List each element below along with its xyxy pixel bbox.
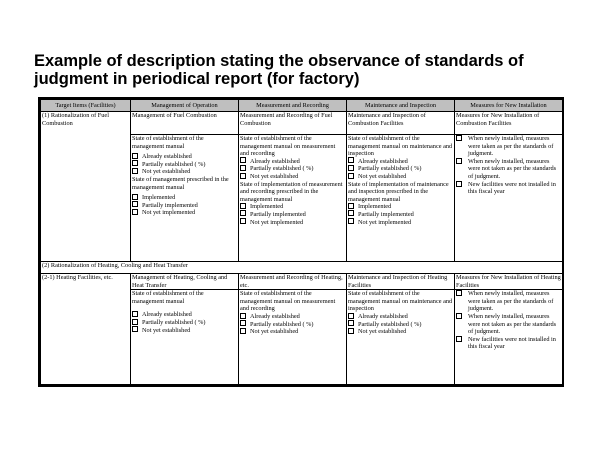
table-row — [41, 112, 563, 135]
checkbox[interactable] — [240, 173, 246, 179]
option-row[interactable]: Not yet established — [132, 168, 237, 176]
checkbox[interactable] — [240, 313, 246, 319]
checkbox[interactable] — [132, 311, 138, 317]
option-row[interactable]: Not yet established — [240, 328, 345, 336]
checkbox[interactable] — [456, 158, 462, 164]
checkbox[interactable] — [456, 313, 462, 319]
option-row[interactable]: Partially established ( %) — [132, 161, 237, 169]
section-title: State of establishment of the management manual — [132, 135, 204, 150]
section-title: State of implementation of maintenance and inspection prescribed in the management manual — [348, 180, 449, 203]
checkbox[interactable] — [240, 203, 246, 209]
report-table — [38, 97, 564, 387]
option-row[interactable]: When newly installed, measures were taken as per the standards of judgment. — [456, 290, 561, 313]
option-row[interactable]: Not yet implemented — [348, 219, 453, 227]
option-row[interactable]: Already established — [348, 313, 453, 321]
target-fuel-combustion: (1) Rationalization of Fuel Combustion — [41, 112, 131, 262]
option-row[interactable]: When newly installed, measures were not taken as per the standards of judgment. — [456, 313, 561, 336]
checkbox[interactable] — [348, 313, 354, 319]
option-row[interactable]: Partially established ( %) — [348, 321, 453, 329]
checkbox[interactable] — [348, 157, 354, 163]
checkbox[interactable] — [132, 194, 138, 200]
checkbox[interactable] — [240, 210, 246, 216]
section-title: State of establishment of the management manual on maintenance and inspection — [348, 290, 453, 313]
option-row[interactable]: Partially established ( %) — [240, 321, 345, 329]
table-row — [41, 262, 563, 274]
section-title: State of establishment of the management manual on measurement and recording — [240, 135, 336, 158]
option-row[interactable]: Already established — [132, 311, 237, 319]
option-row[interactable]: When newly installed, measures were not taken as per the standards of judgment. — [456, 158, 561, 181]
section-title: State of establishment of the management manual on maintenance and inspection — [348, 135, 453, 158]
option-row[interactable]: Not yet established — [348, 328, 453, 336]
operation-cell — [131, 135, 239, 262]
option-row[interactable]: Partially established ( %) — [132, 319, 237, 327]
checkbox[interactable] — [132, 201, 138, 207]
checkbox[interactable] — [348, 165, 354, 171]
checkbox[interactable] — [456, 290, 462, 296]
target-heating-facilities: (2-1) Heating Facilities, etc. — [41, 274, 131, 385]
measurement-cell — [239, 290, 347, 385]
checkbox[interactable] — [132, 209, 138, 215]
col-title: Maintenance and Inspection of Heating Facilities — [347, 274, 455, 290]
col-title: Measurement and Recording of Fuel Combustion — [239, 112, 347, 135]
maintenance-cell — [347, 290, 455, 385]
option-row[interactable]: New facilities were not installed in this fiscal year — [456, 181, 561, 196]
checkbox[interactable] — [348, 320, 354, 326]
checkbox[interactable] — [132, 160, 138, 166]
header-operation: Management of Operation — [131, 100, 239, 112]
option-row[interactable]: Already established — [240, 158, 345, 166]
checkbox[interactable] — [240, 157, 246, 163]
option-row[interactable]: Partially established ( %) — [240, 165, 345, 173]
section-title: State of establishment of the management manual on measurement and recording — [240, 290, 336, 313]
header-row — [41, 100, 563, 112]
option-row[interactable]: Not yet implemented — [132, 209, 237, 217]
option-row[interactable]: New facilities were not installed in this fiscal year — [456, 336, 561, 351]
col-title: Measurement and Recording of Heating, etc. — [239, 274, 347, 290]
col-title: Measures for New Installation of Heating Facilities — [456, 274, 561, 289]
checkbox[interactable] — [348, 203, 354, 209]
option-row[interactable]: Already established — [132, 153, 237, 161]
new-installation-cell — [455, 135, 563, 262]
maintenance-cell — [347, 135, 455, 262]
checkbox[interactable] — [456, 135, 462, 141]
measurement-cell — [239, 135, 347, 262]
option-row[interactable]: Not yet established — [240, 173, 345, 181]
option-row[interactable]: Implemented — [132, 194, 237, 202]
header-new-installation: Measures for New Installation — [455, 100, 563, 112]
checkbox[interactable] — [456, 336, 462, 342]
checkbox[interactable] — [348, 210, 354, 216]
checkbox[interactable] — [132, 168, 138, 174]
option-row[interactable]: Not yet established — [132, 327, 237, 335]
checkbox[interactable] — [132, 153, 138, 159]
table-row — [41, 274, 563, 290]
option-row[interactable]: Implemented — [348, 203, 453, 211]
checkbox[interactable] — [348, 173, 354, 179]
option-row[interactable]: Partially implemented — [348, 211, 453, 219]
col-title: Management of Fuel Combustion — [131, 112, 239, 135]
checkbox[interactable] — [132, 326, 138, 332]
page-title: Example of description stating the observance of standards of judgment in periodical report (for factory) — [34, 52, 524, 88]
new-installation-cell — [455, 290, 563, 385]
header-target: Target Items (Facilities) — [41, 100, 131, 112]
section-title: State of management prescribed in the management manual — [132, 175, 229, 191]
header-maintenance: Maintenance and Inspection — [347, 100, 455, 112]
checkbox[interactable] — [456, 181, 462, 187]
option-row[interactable]: Implemented — [240, 203, 345, 211]
option-row[interactable]: Not yet established — [348, 173, 453, 181]
option-row[interactable]: Partially implemented — [132, 202, 237, 210]
checkbox[interactable] — [240, 165, 246, 171]
checkbox[interactable] — [240, 218, 246, 224]
checkbox[interactable] — [132, 319, 138, 325]
checkbox[interactable] — [240, 328, 246, 334]
header-measurement: Measurement and Recording — [239, 100, 347, 112]
checkbox[interactable] — [348, 328, 354, 334]
section-title: State of establishment of the management manual — [132, 290, 204, 305]
col-title: Maintenance and Inspection of Combustion Facilities — [347, 112, 455, 135]
col-title: Management of Heating, Cooling and Heat Transfer — [131, 274, 239, 290]
option-row[interactable]: Already established — [348, 158, 453, 166]
option-row[interactable]: Partially implemented — [240, 211, 345, 219]
option-row[interactable]: Partially established ( %) — [348, 165, 453, 173]
option-row[interactable]: Not yet implemented — [240, 219, 345, 227]
col-title: Measures for New Installation of Combustion Facilities — [455, 112, 563, 135]
section-title: State of implementation of measurement and recording prescribed in the management manual — [240, 180, 343, 203]
option-row[interactable]: Already established — [240, 313, 345, 321]
operation-cell — [131, 290, 239, 385]
option-row[interactable]: When newly installed, measures were taken as per the standards of judgment. — [456, 135, 561, 158]
section-heating: (2) Rationalization of Heating, Cooling and Heat Transfer — [41, 262, 563, 274]
checkbox[interactable] — [240, 320, 246, 326]
checkbox[interactable] — [348, 218, 354, 224]
